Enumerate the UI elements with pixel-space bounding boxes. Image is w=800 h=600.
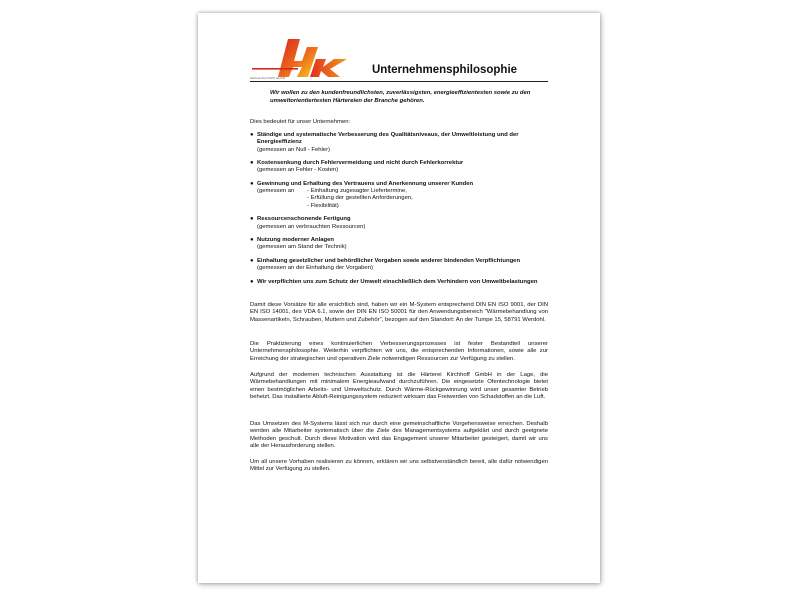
list-item	[250, 216, 550, 231]
item-measure: (gemessen an Fehler - Kosten)	[257, 167, 339, 174]
paragraph-commitment: Um all unsere Vorhaben realisieren zu können, erklären wir uns selbstverständlich bereit, alle dafür notwendigen Mittel zur Verfügung zu stellen.	[250, 459, 548, 473]
item-title: Wir verpflichten uns zum Schutz der Umwelt einschließlich dem Verhindern von Umweltbelastungen	[257, 278, 538, 285]
intro-statement: Wir wollen zu den kundenfreundlichsten, zuverlässigsten, energieeffizientesten sowie zu den umweltorientiertesten Härtereien der Branche gehören.	[270, 90, 531, 104]
bullet-icon: ●	[250, 216, 254, 223]
item-title: Kostensenkung durch Fehlervermeidung und nicht durch Fehlerkorrektur	[257, 160, 464, 167]
paragraph-improvement: Die Praktizierung eines kontinuierlichen Verbesserungsprozesses ist fester Bestandteil unserer Unternehmensphilosophie. Weiterhin verpflichten wir uns, die entsprechenden Informationen, sowie alle zur Erreichung der strategischen und operativen Ziele notwendigen Ressourcen zur Verfügung zu stellen.	[250, 341, 548, 362]
header-divider	[250, 81, 548, 82]
list-item	[250, 237, 550, 252]
goals-list	[250, 132, 550, 292]
paragraph-certification: Damit diese Vorsätze für alle ersichtlich sind, haben wir ein M-System entsprechend DIN EN ISO 9001, der DIN EN ISO 14001, des VDA 6.1, sowie der DIN EN ISO 50001 für den Anwendungsbereich "Wärmebehandlung von Massenartikeln, Schrauben, Muttern und Zubehör", bezogen auf den Standort: An der Tumpe 15, 58791 Werdohl.	[250, 302, 548, 323]
logo-tagline: Härterei Kirchhoff GmbH	[250, 76, 286, 80]
item-measure: (gemessen an verbrauchten Ressourcen)	[257, 223, 366, 230]
item-measure-line: - Einhaltung zugesagter Liefertermine,	[307, 188, 407, 195]
list-item	[250, 160, 550, 175]
list-item	[250, 279, 550, 286]
document-page	[198, 13, 600, 583]
bullet-icon: ●	[250, 237, 254, 244]
list-item	[250, 181, 550, 210]
item-title: Nutzung moderner Anlagen	[257, 237, 335, 244]
item-title: Ständige und systematische Verbesserung des Qualitätsniveaus, der Umweltleistung und der Energieeffizienz	[257, 132, 519, 146]
list-lead: Dies bedeutet für unser Unternehmen:	[250, 119, 351, 125]
item-measure: (gemessen an Null - Fehler)	[257, 146, 331, 153]
item-title: Gewinnung und Erhaltung des Vertrauens und Anerkennung unserer Kunden	[257, 180, 474, 187]
item-measure: (gemessen an der Einhaltung der Vorgaben)	[257, 265, 373, 272]
item-measure: (gemessen am Stand der Technik)	[257, 244, 347, 251]
bullet-icon: ●	[250, 132, 254, 138]
paragraph-technology: Aufgrund der modernen technischen Ausstattung ist die Härterei Kirchhoff GmbH in der Lage, die Wärmebehandlungen mit minimalem Energieaufwand durchzuführen. Die eingesetzte Ofentechnologie bietet einen bestmöglichen Arbeits- und Umweltschutz. Durch Wärme-Rückgewinnung wird unser gesamter Betrieb beheizt. Das installierte Abluft-Reinigungssystem reduziert wirksam das Freiwerden von Schadstoffen an die Luft.	[250, 372, 548, 401]
item-title: Einhaltung gesetzlicher und behördlicher Vorgaben sowie anderer bindenden Verpflichtungen	[257, 257, 521, 264]
item-measure-line: - Erfüllung der gestellten Anforderungen,	[307, 195, 413, 202]
bullet-icon: ●	[250, 257, 254, 264]
bullet-icon: ●	[250, 160, 254, 167]
paragraph-employees: Das Umsetzen des M-Systems lässt sich nur durch eine gemeinschaftliche Vorgehensweise erreichen. Deshalb werden alle Mitarbeiter systematisch über die Ziele des Managementsystems aufgeklärt und durch geeignete Methoden geschult. Durch diese Motivation wird das Engagement unserer Mitarbeiter gesteigert, damit wir uns alle der Herausforderung stellen.	[250, 421, 548, 450]
page-title: Unternehmensphilosophie	[372, 64, 518, 76]
bullet-icon: ●	[250, 180, 254, 187]
list-item	[250, 258, 550, 273]
list-item	[250, 132, 550, 154]
bullet-icon: ●	[250, 278, 254, 285]
item-measure-line: - Flexibilität)	[307, 202, 339, 209]
item-measure-label: (gemessen an	[257, 188, 295, 195]
item-title: Ressourcenschonende Fertigung	[257, 216, 351, 223]
